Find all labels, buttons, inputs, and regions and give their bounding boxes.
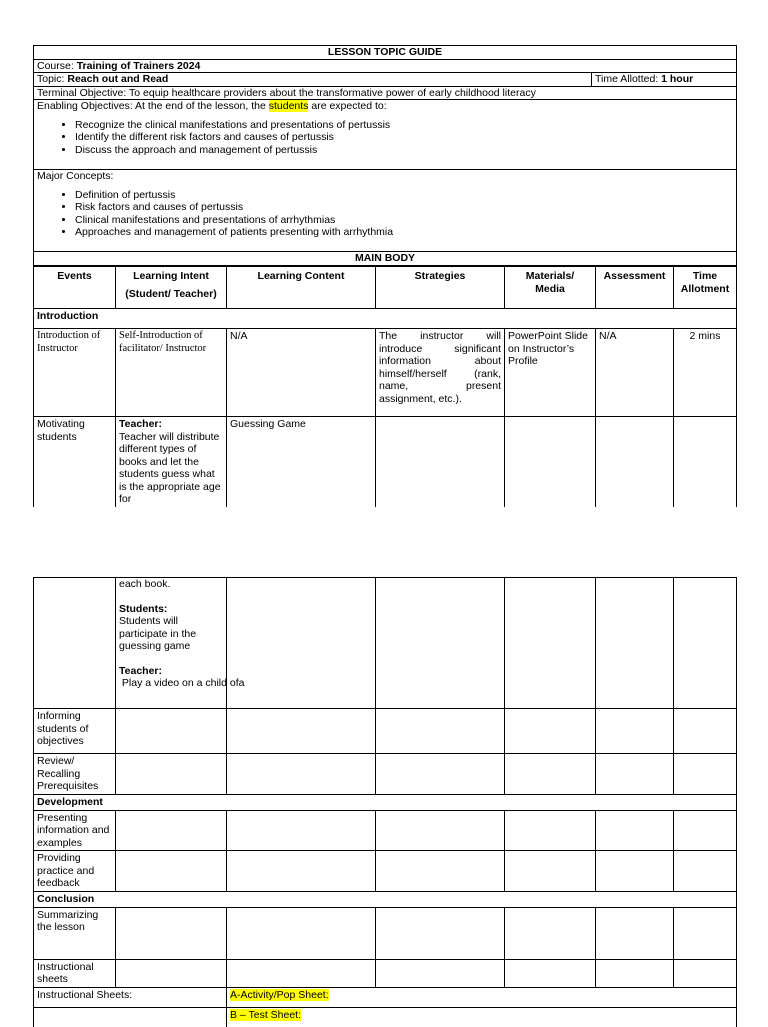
list-item: • Identify the different risk factors and causes of pertussis — [75, 131, 733, 144]
materials-cell — [505, 578, 596, 709]
events-cell: Presenting information and examples — [34, 810, 116, 851]
learning-content-cell: N/A — [227, 329, 376, 417]
strategies-cell — [376, 417, 505, 507]
col-events: Events — [34, 267, 116, 309]
document-title: LESSON TOPIC GUIDE — [34, 46, 737, 60]
assessment-cell: N/A — [596, 329, 674, 417]
course-value: Training of Trainers 2024 — [76, 59, 201, 72]
time-allotted-label: Time Allotted: — [595, 73, 662, 85]
highlighted-students: students — [268, 100, 309, 112]
test-sheet-label: B – Test Sheet: — [230, 1008, 302, 1021]
lesson-guide-page-2 — [33, 577, 736, 1027]
header-table — [33, 45, 737, 266]
learning-intent-cell: each book. Students: Students will participate in the guessing game Teacher: Play a video on a child ofa — [116, 578, 227, 709]
learning-content-cell — [227, 578, 376, 709]
list-item: • Definition of pertussis — [75, 189, 733, 202]
time-cell — [674, 578, 737, 709]
major-concepts — [34, 170, 737, 252]
events-cell: Informing students of objectives — [34, 709, 116, 754]
topic-cell — [34, 73, 592, 87]
enabling-objectives-list — [37, 119, 733, 157]
assessment-cell — [596, 417, 674, 507]
section-development: Development — [34, 794, 737, 810]
section-introduction: Introduction — [34, 309, 737, 329]
col-learning-content: Learning Content — [227, 267, 376, 309]
major-concepts-list — [37, 189, 733, 239]
main-body-heading: MAIN BODY — [34, 252, 737, 266]
materials-cell: PowerPoint Slide on Instructor’s Profile — [505, 329, 596, 417]
topic-label: Topic: — [37, 73, 68, 85]
learning-intent-cell: Teacher: Teacher will distribute different types of books and let the students guess what is the appropriate age for — [116, 417, 227, 507]
events-cell: Motivating students — [34, 417, 116, 507]
list-item: • Clinical manifestations and presentations of arrhythmias — [75, 214, 733, 227]
events-cell: Instructional sheets — [34, 959, 116, 987]
events-cell: Introduction of Instructor — [34, 329, 116, 417]
col-assessment: Assessment — [596, 267, 674, 309]
list-item: • Recognize the clinical manifestations and presentations of pertussis — [75, 119, 733, 132]
materials-cell — [505, 417, 596, 507]
learning-content-cell: Guessing Game — [227, 417, 376, 507]
events-cell: Providing practice and feedback — [34, 851, 116, 892]
events-cell — [34, 578, 116, 709]
time-cell: 2 mins — [674, 329, 737, 417]
events-cell: Review/ Recalling Prerequisites — [34, 754, 116, 795]
time-allotted-value: 1 hour — [661, 73, 694, 85]
time-cell — [674, 417, 737, 507]
lesson-guide-page-1 — [33, 45, 736, 507]
col-learning-intent: Learning Intent (Student/ Teacher) — [116, 267, 227, 309]
topic-value: Reach out and Read — [67, 73, 169, 85]
list-item: • Discuss the approach and management of pertussis — [75, 144, 733, 157]
course-row — [34, 59, 737, 73]
learning-intent-cell: Self-Introduction of facilitator/ Instructor — [116, 329, 227, 417]
test-sheet-cell — [227, 1007, 737, 1027]
events-cell: Summarizing the lesson — [34, 907, 116, 959]
main-body-table-continued — [33, 577, 737, 1027]
strategies-cell — [376, 578, 505, 709]
major-concepts-label: Major Concepts: — [37, 170, 114, 182]
col-materials: Materials/ Media — [505, 267, 596, 309]
activity-sheet-cell — [227, 987, 737, 1007]
assessment-cell — [596, 578, 674, 709]
enabling-objectives-intro: Enabling Objectives: At the end of the lesson, the students are expected to: — [37, 100, 387, 112]
main-body-table — [33, 266, 737, 507]
section-conclusion: Conclusion — [34, 891, 737, 907]
enabling-objectives — [34, 100, 737, 170]
list-item: • Approaches and management of patients presenting with arrhythmia — [75, 226, 733, 239]
activity-sheet-label: A-Activity/Pop Sheet: — [230, 988, 329, 1001]
col-strategies: Strategies — [376, 267, 505, 309]
list-item: • Risk factors and causes of pertussis — [75, 201, 733, 214]
terminal-objective: Terminal Objective: To equip healthcare providers about the transformative power of early childhood literacy — [34, 86, 737, 100]
course-label: Course: — [37, 59, 77, 72]
instructional-sheets-label: Instructional Sheets: — [34, 987, 227, 1007]
strategies-cell: The instructor will introduce significant information about himself/herself (rank, name, present assignment, etc.). — [376, 329, 505, 417]
time-allotted-cell — [592, 73, 737, 87]
col-time-allotment: Time Allotment — [674, 267, 737, 309]
